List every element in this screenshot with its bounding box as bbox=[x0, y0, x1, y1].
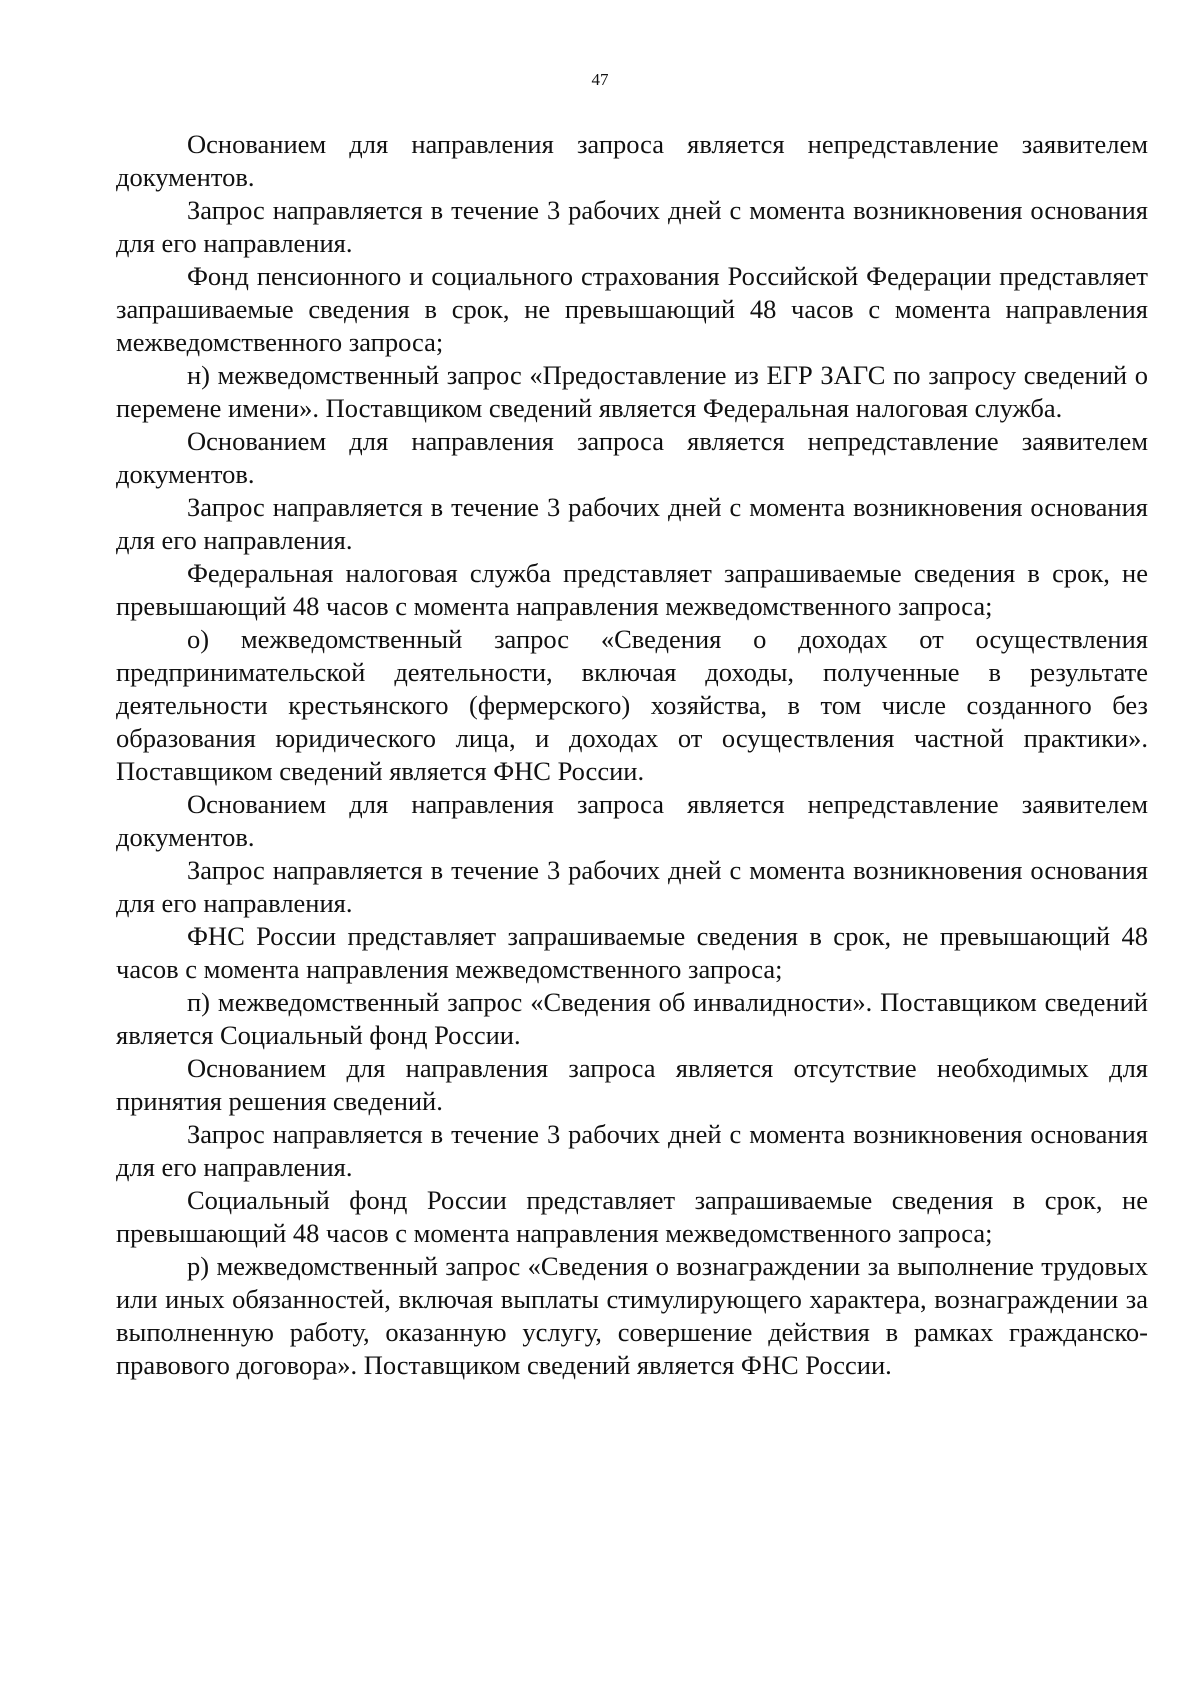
paragraph: Федеральная налоговая служба представляет запрашиваемые сведения в срок, не превышающий 48 часов с момента направления межведомственного запроса; bbox=[116, 558, 1148, 621]
paragraph: Запрос направляется в течение 3 рабочих дней с момента возникновения основания для его направления. bbox=[116, 492, 1148, 555]
paragraph: Социальный фонд России представляет запрашиваемые сведения в срок, не превышающий 48 часов с момента направления межведомственного запроса; bbox=[116, 1185, 1148, 1248]
paragraph: Запрос направляется в течение 3 рабочих дней с момента возникновения основания для его направления. bbox=[116, 195, 1148, 258]
paragraph: Основанием для направления запроса является непредставление заявителем документов. bbox=[116, 789, 1148, 852]
paragraph: ФНС России представляет запрашиваемые сведения в срок, не превышающий 48 часов с момента направления межведомственного запроса; bbox=[116, 921, 1148, 984]
paragraph: Основанием для направления запроса является непредставление заявителем документов. bbox=[116, 426, 1148, 489]
paragraph: п) межведомственный запрос «Сведения об инвалидности». Поставщиком сведений является Социальный фонд России. bbox=[116, 987, 1148, 1050]
paragraph: о) межведомственный запрос «Сведения о доходах от осуществления предпринимательской деятельности, включая доходы, полученные в результате деятельности крестьянского (фермерского) хозяйства, в том числе созданного без образования юридического лица, и доходах от осуществления частной практики». Поставщиком сведений является ФНС России. bbox=[116, 624, 1148, 786]
paragraph: Фонд пенсионного и социального страхования Российской Федерации представляет запрашиваемые сведения в срок, не превышающий 48 часов с момента направления межведомственного запроса; bbox=[116, 261, 1148, 357]
paragraph: Запрос направляется в течение 3 рабочих дней с момента возникновения основания для его направления. bbox=[116, 1119, 1148, 1182]
document-body bbox=[116, 128, 1148, 1382]
paragraph: р) межведомственный запрос «Сведения о вознаграждении за выполнение трудовых или иных обязанностей, включая выплаты стимулирующего характера, вознаграждении за выполненную работу, оказанную услугу, совершение действия в рамках гражданско-правового договора». Поставщиком сведений является ФНС России. bbox=[116, 1251, 1148, 1380]
paragraph: н) межведомственный запрос «Предоставление из ЕГР ЗАГС по запросу сведений о перемене имени». Поставщиком сведений является Федеральная налоговая служба. bbox=[116, 360, 1148, 423]
paragraph: Запрос направляется в течение 3 рабочих дней с момента возникновения основания для его направления. bbox=[116, 855, 1148, 918]
paragraph: Основанием для направления запроса является отсутствие необходимых для принятия решения сведений. bbox=[116, 1053, 1148, 1116]
page-number: 47 bbox=[591, 70, 609, 89]
paragraph: Основанием для направления запроса является непредставление заявителем документов. bbox=[116, 129, 1148, 192]
